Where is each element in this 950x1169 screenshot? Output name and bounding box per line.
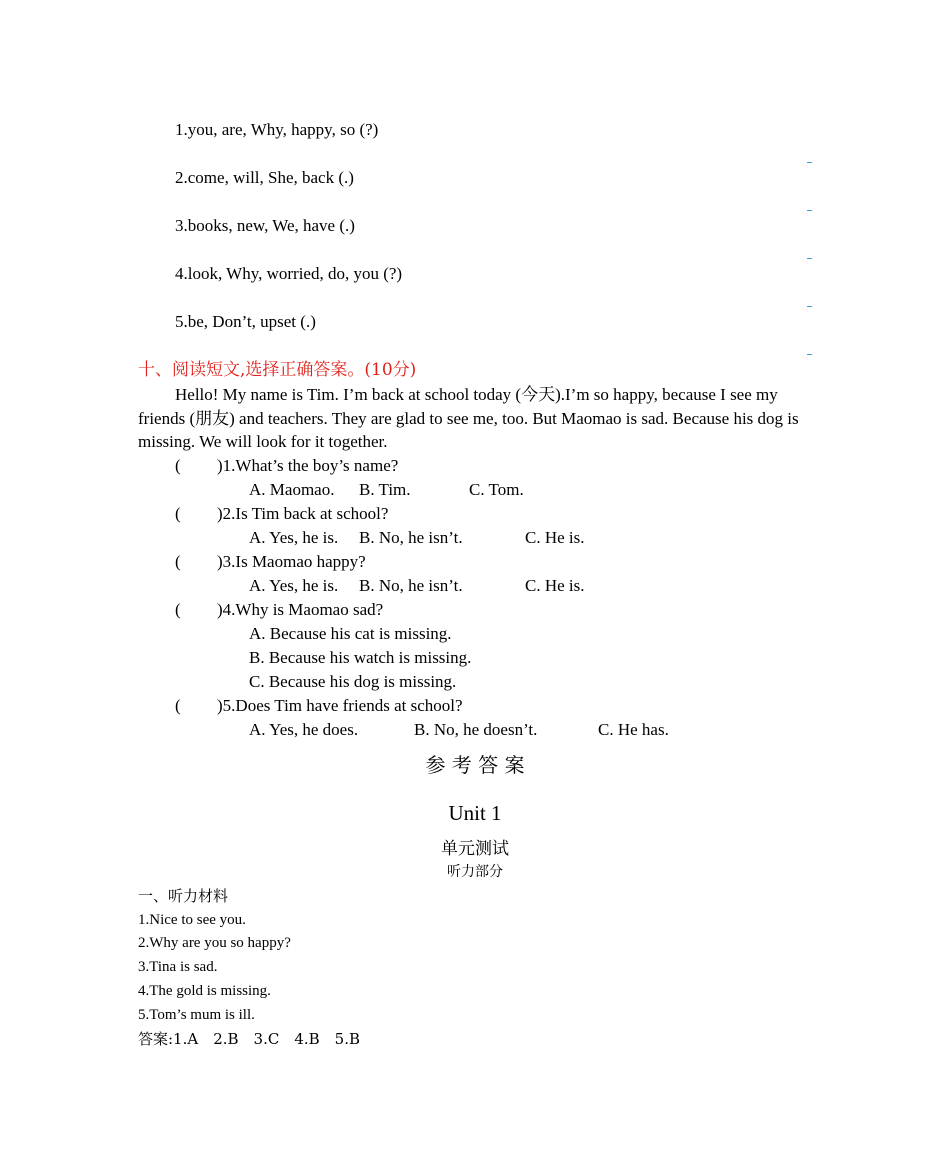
reorder-question-5: 5.be, Don’t, upset (.): [175, 312, 316, 331]
reading-passage: Hello! My name is Tim. I’m back at school today (今天).I’m so happy, because I see my friends (朋友) and teachers. They are glad to see me, too. But Maomao is sad. Because his dog is missing. We will look for it together.: [138, 385, 799, 451]
listening-line-3: 3.Tina is sad.: [138, 959, 218, 975]
test-title: 单元测试: [441, 839, 509, 859]
answer-paren: (: [175, 552, 181, 571]
reading-question-2: )2.Is Tim back at school?: [217, 504, 389, 523]
option: C. Because his dog is missing.: [249, 672, 457, 691]
unit-title: Unit 1: [448, 801, 502, 825]
option: B. No, he isn’t.: [359, 576, 463, 595]
answer-paren: (: [175, 600, 181, 619]
reorder-question-4: 4.look, Why, worried, do, you (?): [175, 264, 403, 283]
option: C. He is.: [525, 576, 585, 595]
answer-paren: (: [175, 504, 181, 523]
answers-title: 参 考 答 案: [425, 753, 525, 777]
listening-line-1: 1.Nice to see you.: [138, 912, 246, 928]
listening-line-2: 2.Why are you so happy?: [138, 935, 291, 951]
option: A. Because his cat is missing.: [249, 624, 452, 643]
margin-mark: [807, 210, 812, 211]
option: A. Yes, he is.: [249, 528, 339, 547]
margin-mark: [807, 306, 812, 307]
option: C. Tom.: [469, 480, 524, 499]
listening-line-5: 5.Tom’s mum is ill.: [138, 1007, 255, 1023]
reading-question-5: )5.Does Tim have friends at school?: [217, 696, 463, 715]
option: C. He is.: [525, 528, 585, 547]
answer-paren: (: [175, 456, 181, 475]
listening-line-4: 4.The gold is missing.: [138, 983, 271, 999]
reading-question-3: )3.Is Maomao happy?: [217, 552, 366, 571]
reorder-question-2: 2.come, will, She, back (.): [175, 168, 354, 187]
option: A. Yes, he does.: [249, 720, 359, 739]
option: B. No, he doesn’t.: [414, 720, 538, 739]
section-1-heading: 一、听力材料: [138, 887, 229, 905]
part-title: 听力部分: [447, 864, 503, 880]
section-heading: 十、阅读短文,选择正确答案。(10分): [138, 360, 417, 380]
answer-paren: (: [175, 696, 181, 715]
option: B. No, he isn’t.: [359, 528, 463, 547]
option: C. He has.: [598, 720, 669, 739]
reading-question-4: )4.Why is Maomao sad?: [217, 600, 384, 619]
option: A. Yes, he is.: [249, 576, 339, 595]
reorder-question-3: 3.books, new, We, have (.): [175, 216, 355, 235]
margin-mark: [807, 354, 812, 355]
reorder-question-1: 1.you, are, Why, happy, so (?): [175, 120, 379, 139]
option: B. Tim.: [359, 480, 411, 499]
answer-key: 答案:1.A 2.B 3.C 4.B 5.B: [138, 1030, 360, 1048]
reading-question-1: )1.What’s the boy’s name?: [217, 456, 399, 475]
option: B. Because his watch is missing.: [249, 648, 472, 667]
option: A. Maomao.: [249, 480, 335, 499]
margin-mark: [807, 162, 812, 163]
margin-mark: [807, 258, 812, 259]
